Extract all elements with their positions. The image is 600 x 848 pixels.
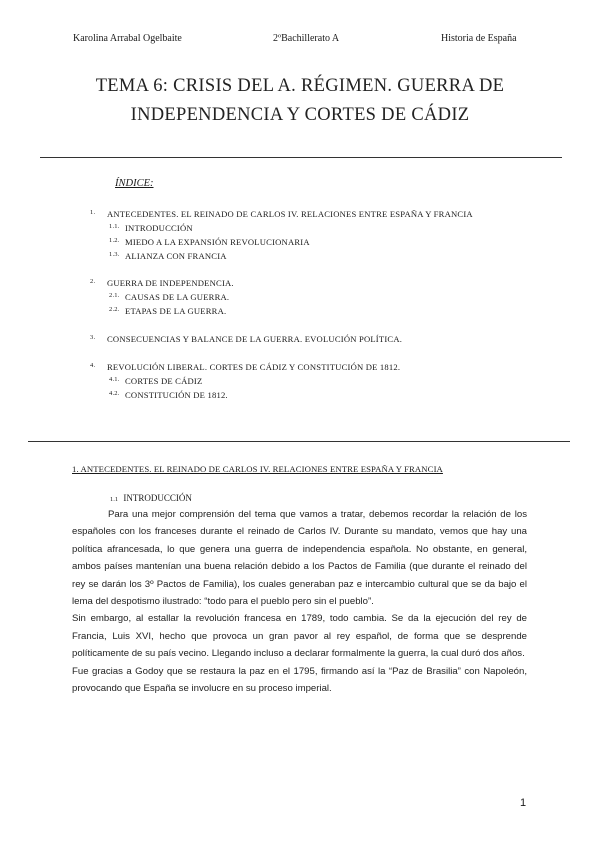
toc-item-text: CONSECUENCIAS Y BALANCE DE LA GUERRA. EVOLUCIÓN POLÍTICA. xyxy=(107,334,403,344)
toc-item xyxy=(109,376,203,386)
header-subject: Historia de España xyxy=(441,33,517,44)
toc-item-number: 2. xyxy=(90,278,96,285)
divider-top xyxy=(40,157,562,158)
body-text xyxy=(72,506,527,697)
toc-item xyxy=(109,292,230,302)
divider-middle xyxy=(28,441,570,442)
section-heading: 1. ANTECEDENTES. EL REINADO DE CARLOS IV. RELACIONES ENTRE ESPAÑA Y FRANCIA xyxy=(72,464,443,474)
toc-item-number: 1.1. xyxy=(109,223,120,230)
paragraph: Fue gracias a Godoy que se restaura la paz en el 1795, firmando así la “Paz de Brasilia” con Napoleón, provocando que España se involucre en su proceso imperial. xyxy=(72,665,527,695)
toc-item-number: 4. xyxy=(90,362,96,369)
toc-item-number: 2.1. xyxy=(109,292,120,299)
toc-item-number: 3. xyxy=(90,334,96,341)
paragraph: Sin embargo, al estallar la revolución francesa en 1789, todo cambia. Se da la ejecución del rey de Francia, Luis XVI, hecho que provoca un gran pavor al rey español, de forma que se desprende políticamente de su país vecino. Llegando incluso a declarar formalmente la guerra, la cual duró dos años. xyxy=(72,613,527,660)
toc-item-number: 4.1. xyxy=(109,376,120,383)
toc-item-number: 2.2. xyxy=(109,306,120,313)
toc-item xyxy=(109,390,228,400)
header-author: Karolina Arrabal Ogelbaite xyxy=(73,33,182,44)
toc-item-text: INTRODUCCIÓN xyxy=(125,223,193,233)
toc-item-text: CORTES DE CÁDIZ xyxy=(125,376,203,386)
toc-item xyxy=(109,251,227,261)
toc-item xyxy=(90,209,473,219)
toc-item-text: ANTECEDENTES. EL REINADO DE CARLOS IV. RELACIONES ENTRE ESPAÑA Y FRANCIA xyxy=(107,209,473,219)
toc-item-number: 4.2. xyxy=(109,390,120,397)
toc-item xyxy=(90,362,401,372)
index-heading: ÍNDICE: xyxy=(115,178,154,189)
toc-item-text: ETAPAS DE LA GUERRA. xyxy=(125,306,227,316)
toc-item-text: REVOLUCIÓN LIBERAL. CORTES DE CÁDIZ Y CONSTITUCIÓN DE 1812. xyxy=(107,362,401,372)
toc-item-text: CONSTITUCIÓN DE 1812. xyxy=(125,390,228,400)
toc-item-number: 1.2. xyxy=(109,237,120,244)
toc-item-text: MIEDO A LA EXPANSIÓN REVOLUCIONARIA xyxy=(125,237,310,247)
paragraph: Para una mejor comprensión del tema que vamos a tratar, debemos recordar la relación de los españoles con los franceses durante el reinado de Carlos IV. Durante su mandato, vemos que hay una política afrancesada, lo que genera una guerra de independencia española. No obstante, en general, ambos países mantenían una buena relación debido a los Pactos de Familia (que durante el reinado del rey se darán los 3º Pactos de Familia), los cuales generaban paz e intercambio cultural que se da bajo el lema del despotismo ilustrado: “todo para el pueblo pero sin el pueblo”. xyxy=(72,509,527,608)
toc-item xyxy=(109,237,310,247)
subsection-heading xyxy=(110,493,192,503)
toc-item-text: GUERRA DE INDEPENDENCIA. xyxy=(107,278,234,288)
toc-item-number: 1.3. xyxy=(109,251,120,258)
page-number: 1 xyxy=(520,797,527,809)
title-line-2: INDEPENDENCIA Y CORTES DE CÁDIZ xyxy=(130,105,470,125)
header-course: 2ºBachillerato A xyxy=(273,33,340,44)
toc-item xyxy=(109,306,227,316)
toc-item-text: CAUSAS DE LA GUERRA. xyxy=(125,292,230,302)
toc-item-number: 1. xyxy=(90,209,96,216)
toc-item xyxy=(90,278,234,288)
toc-item xyxy=(109,223,193,233)
subsection-title: INTRODUCCIÓN xyxy=(123,493,192,503)
toc-item xyxy=(90,334,403,344)
page-title xyxy=(40,72,560,130)
subsection-number: 1.1 xyxy=(110,496,119,503)
toc-item-text: ALIANZA CON FRANCIA xyxy=(125,251,227,261)
title-line-1: TEMA 6: CRISIS DEL A. RÉGIMEN. GUERRA DE xyxy=(95,76,505,96)
